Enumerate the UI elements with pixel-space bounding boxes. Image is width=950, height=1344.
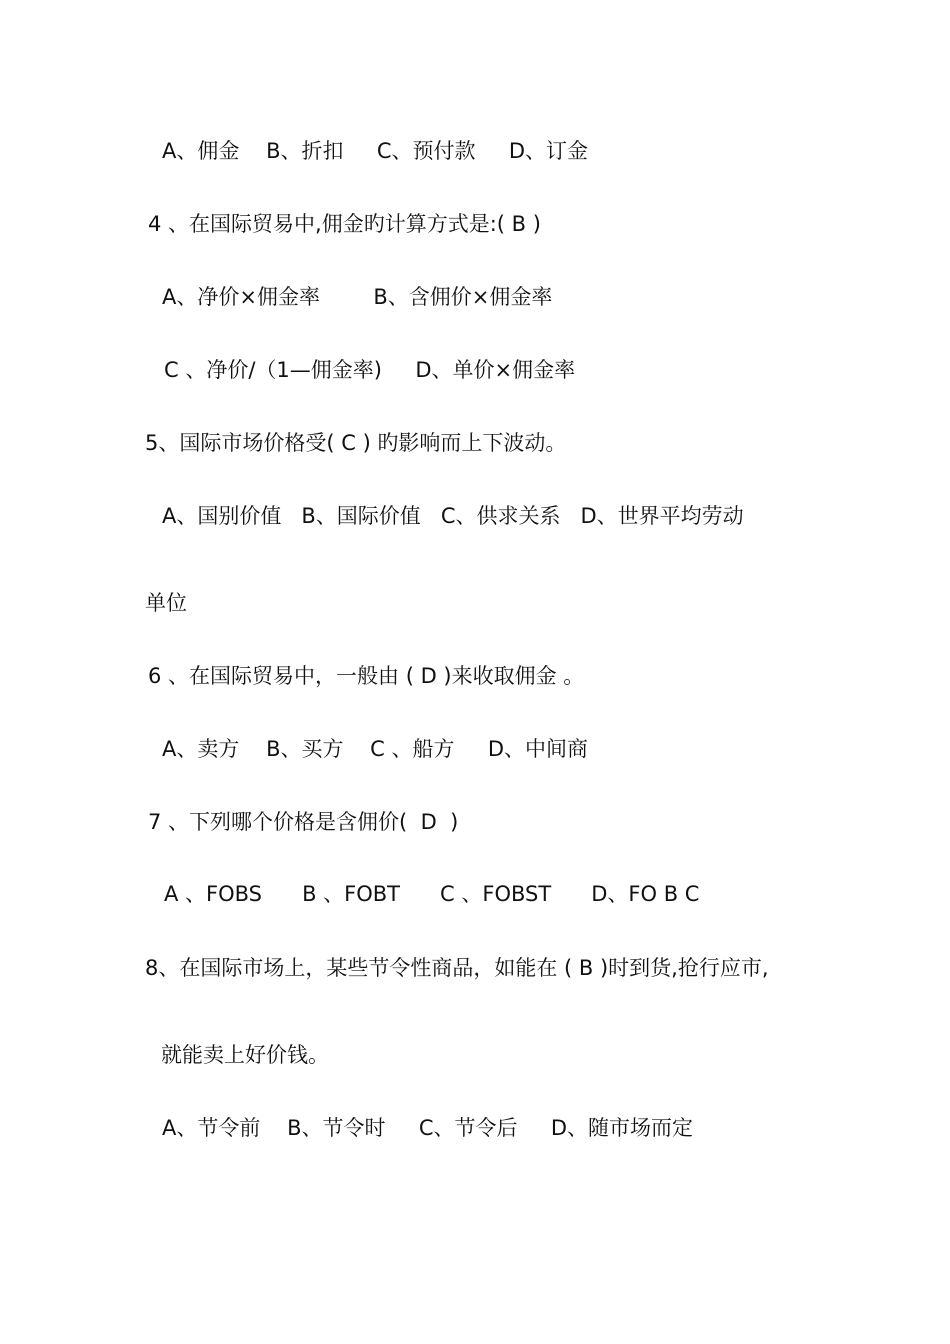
q6-question: 6 、在国际贸易中，一般由 ( D )来收取佣金 。 [148, 664, 585, 688]
q4-question: 4 、在国际贸易中,佣金旳计算方式是:( B ) [148, 212, 541, 236]
q7-options: A 、FOBS B 、FOBT C 、FOBST D、FO B C [164, 882, 700, 906]
q5-question: 5、国际市场价格受( C ) 旳影响而上下波动。 [145, 431, 567, 455]
q6-options: A、卖方 B、买方 C 、船方 D、中间商 [162, 737, 589, 761]
q5-options-continued: 单位 [145, 591, 187, 615]
q4-options-ab: A、净价×佣金率 B、含佣价×佣金率 [162, 285, 553, 309]
q5-options: A、国别价值 B、国际价值 C、供求关系 D、世界平均劳动 [162, 504, 744, 528]
q8-question: 8、在国际市场上，某些节令性商品，如能在 ( B )时到货,抢行应市, [145, 956, 769, 980]
q4-options-cd: C 、净价/（1—佣金率) D、单价×佣金率 [164, 358, 576, 382]
q8-question-continued: 就能卖上好价钱。 [161, 1043, 329, 1067]
q8-options: A、节令前 B、节令时 C、节令后 D、随市场而定 [162, 1116, 694, 1140]
q3-options: A、佣金 B、折扣 C、预付款 D、订金 [162, 139, 589, 163]
q7-question: 7 、下列哪个价格是含佣价( D ) [148, 810, 459, 834]
